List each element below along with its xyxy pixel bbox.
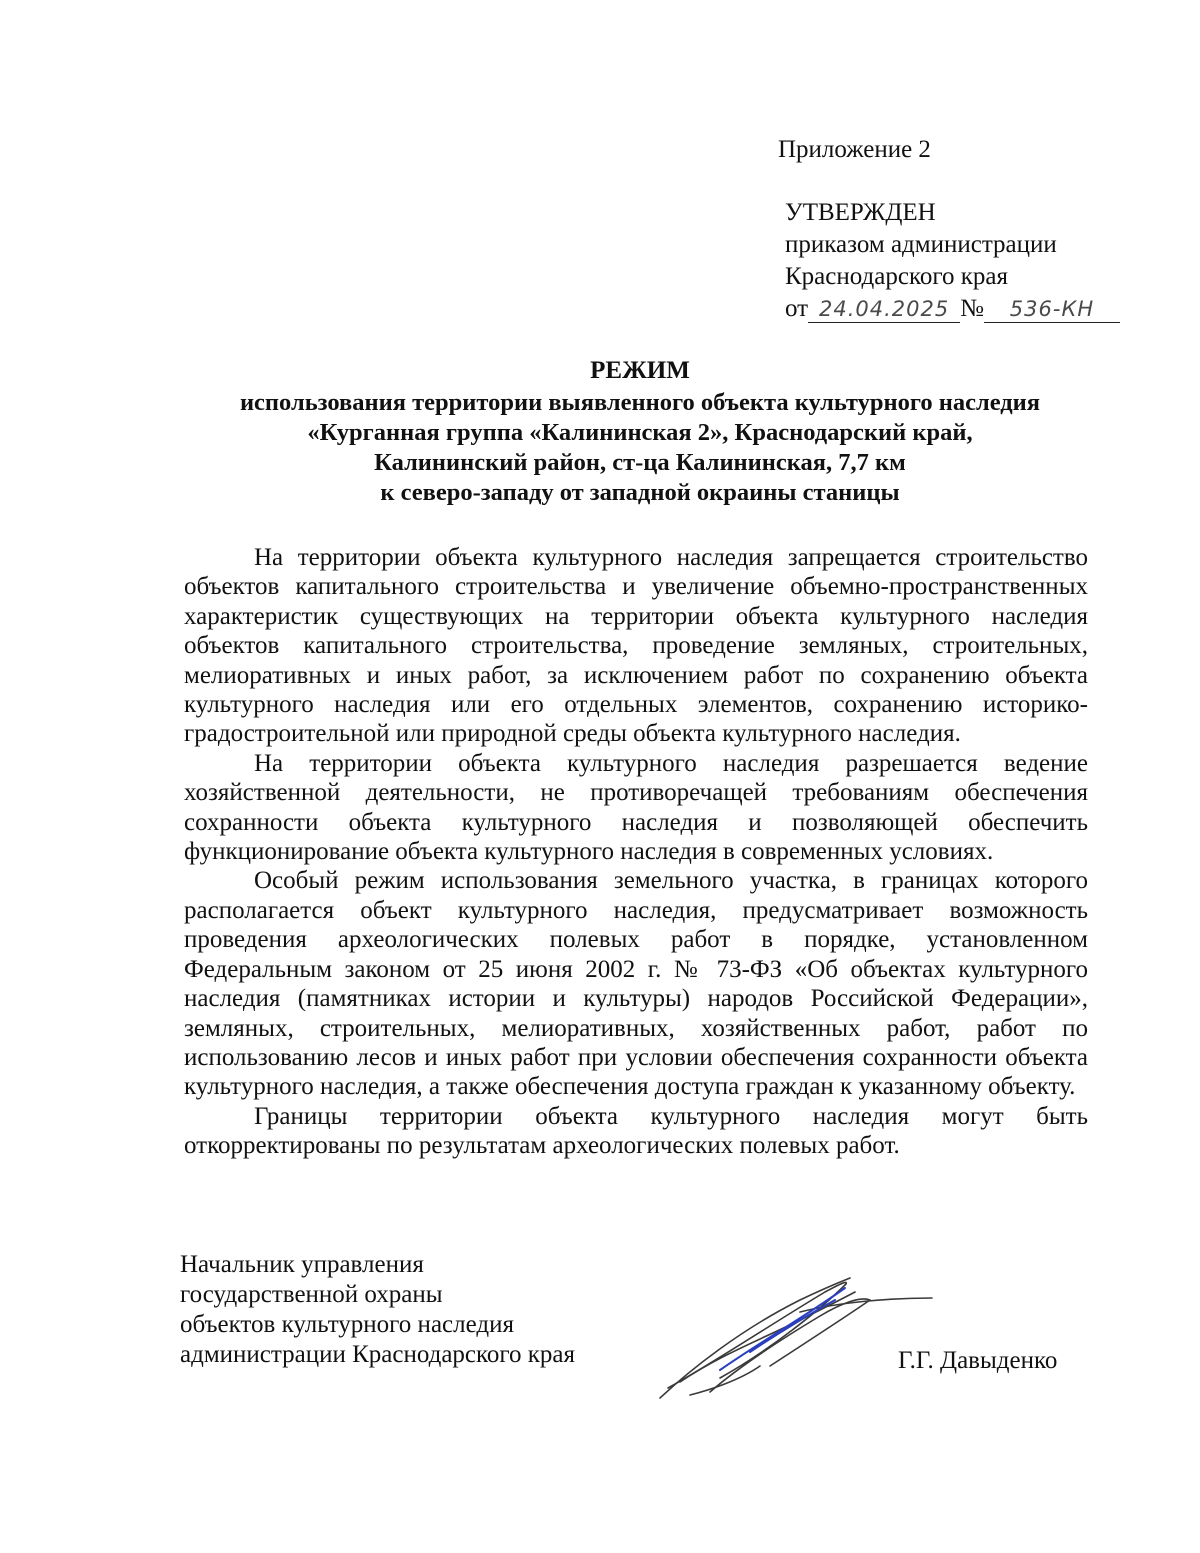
signer-position-line-2: государственной охраны: [180, 1281, 443, 1308]
title-line-2: «Курганная группа «Калининская 2», Краснодарский край,: [307, 419, 973, 446]
title-line-1: использования территории выявленного объекта культурного наследия: [239, 389, 1041, 416]
handwritten-date: 24.04.2025: [808, 296, 960, 323]
handwritten-number: 536-КН: [984, 296, 1120, 323]
signer-position: [180, 1250, 575, 1370]
approval-block: [785, 197, 1120, 325]
paragraph-3: Особый режим использования земельного участка, в границах которого располагается объект культурного наследия, предусматривает возможность проведения археологических полевых работ в порядке, установленном Федеральным законом от 25 июня 2002 г. № 73-ФЗ «Об объектах культурного наследия (памятниках истории и культуры) народов Российской Федерации», земляных, строительных, мелиоративных, хозяйственных работ, работ по использованию лесов и иных работ при условии обеспечения сохранности объекта культурного наследия, а также обеспечения доступа граждан к указанному объекту.: [184, 867, 1088, 1101]
appendix-label: Приложение 2: [778, 136, 931, 163]
signer-position-line-3: объектов культурного наследия: [180, 1311, 514, 1338]
title-line-3: Калининский район, ст-ца Калининская, 7,7 км: [374, 449, 906, 476]
date-prefix: от: [785, 295, 809, 322]
signer-position-line-1: Начальник управления: [180, 1251, 424, 1278]
approval-status: УТВЕРЖДЕН: [785, 199, 936, 226]
approval-line-1: приказом администрации: [785, 231, 1057, 258]
handwritten-signature: [650, 1270, 940, 1410]
title-line-4: к северо-западу от западной окраины станицы: [380, 479, 900, 506]
order-date-number-line: [785, 293, 1120, 325]
paragraph-1: На территории объекта культурного наследия запрещается строительство объектов капитального строительства и увеличение объемно-пространственных характеристик существующих на территории объекта культурного наследия объектов капитального строительства, проведение земляных, строительных, мелиоративных и иных работ, за исключением работ по сохранению объекта культурного наследия или его отдельных элементов, сохранению историко-градостроительной или природной среды объекта культурного наследия.: [184, 544, 1088, 748]
title-heading: РЕЖИМ: [590, 357, 690, 384]
document-title: [140, 356, 1140, 508]
approval-line-2: Краснодарского края: [785, 263, 1008, 290]
paragraph-2: На территории объекта культурного наследия разрешается ведение хозяйственной деятельности, не противоречащей требованиям обеспечения сохранности объекта культурного наследия и позволяющей обеспечить функционирование объекта культурного наследия в современных условиях.: [184, 749, 1088, 866]
signer-name: Г.Г. Давыденко: [898, 1347, 1058, 1374]
signature-ink-stroke: [750, 1300, 835, 1352]
document-body: [184, 543, 1088, 1161]
number-prefix: №: [960, 295, 984, 322]
signer-position-line-4: администрации Краснодарского края: [180, 1341, 576, 1368]
paragraph-4: Границы территории объекта культурного наследия могут быть откорректированы по результатам археологических полевых работ.: [184, 1102, 1088, 1160]
